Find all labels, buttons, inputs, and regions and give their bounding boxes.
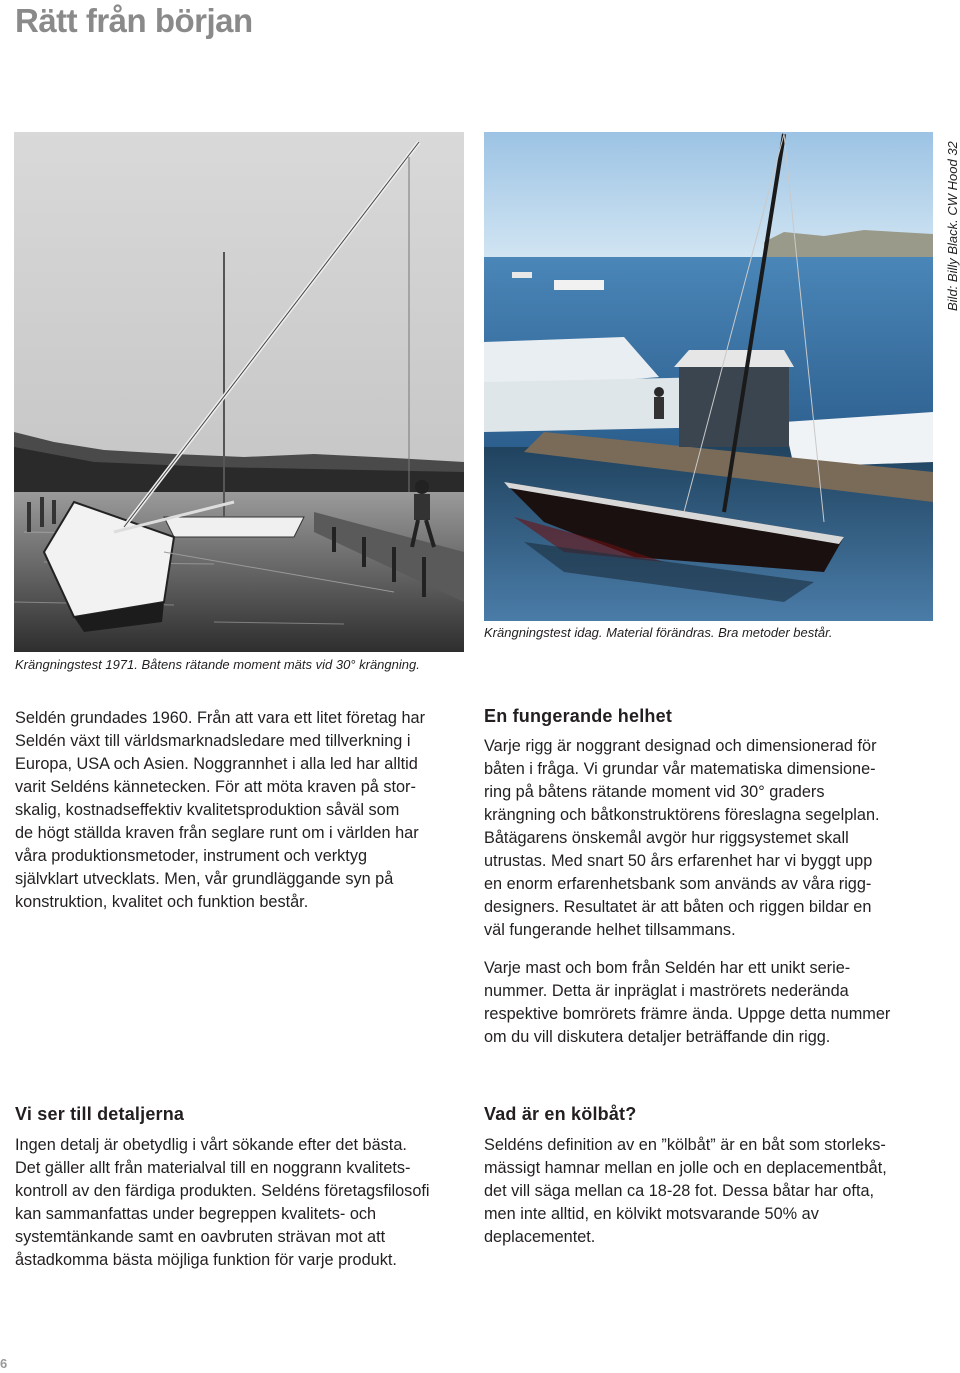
helhet-line: krängning och båtkonstruktörens föreslagna segelplan. bbox=[484, 806, 880, 824]
helhet-line: ring på båtens rätande moment vid 30° graders bbox=[484, 783, 825, 801]
intro-line: våra produktionsmetoder, instrument och verktyg bbox=[15, 847, 368, 865]
photo-caption-left: Krängningstest 1971. Båtens rätande moment mäts vid 30° krängning. bbox=[15, 657, 420, 672]
intro-line: de högt ställda kraven från seglare runt om i världen har bbox=[15, 824, 419, 842]
section-heading-kolbat: Vad är en kölbåt? bbox=[484, 1104, 637, 1124]
helhet-line: båten i fråga. Vi grundar vår matematiska dimensione- bbox=[484, 760, 876, 778]
kolbat-line: Seldéns definition av en ”kölbåt” är en båt som storleks- bbox=[484, 1136, 886, 1154]
helhet-line: respektive bomrörets främre ända. Uppge detta nummer bbox=[484, 1005, 891, 1023]
kolbat-line: men inte alltid, en kölvikt motsvarande 50% av bbox=[484, 1205, 819, 1223]
intro-line: skalig, kostnadseffektiv kvalitetsproduktion såväl som bbox=[15, 801, 400, 819]
section-heading-helhet: En fungerande helhet bbox=[484, 706, 673, 726]
page-title: Rätt från början bbox=[15, 2, 253, 39]
photo-heeling-test-1971 bbox=[14, 132, 464, 652]
intro-paragraph bbox=[15, 707, 465, 914]
detaljer-line: åstadkomma bästa möjliga funktion för varje produkt. bbox=[15, 1251, 397, 1269]
helhet-paragraph-2 bbox=[484, 957, 944, 1049]
detaljer-line: systemtänkande samt en oavbruten strävan mot att bbox=[15, 1228, 386, 1246]
detaljer-line: kan sammanfattas under begreppen kvalitets- och bbox=[15, 1205, 377, 1223]
helhet-paragraph-1 bbox=[484, 735, 934, 942]
kolbat-line: det vill säga mellan ca 18-28 fot. Dessa båtar har ofta, bbox=[484, 1182, 875, 1200]
section-heading-detaljer: Vi ser till detaljerna bbox=[15, 1104, 185, 1124]
helhet-line: utrustas. Med snart 50 års erfarenhet har vi byggt upp bbox=[484, 852, 873, 870]
helhet-line: Båtägarens önskemål avgör hur riggsystemet skall bbox=[484, 829, 849, 847]
detaljer-line: Det gäller allt från materialval till en noggrann kvalitets- bbox=[15, 1159, 411, 1177]
kolbat-paragraph bbox=[484, 1134, 939, 1249]
photo-caption-right: Krängningstest idag. Material förändras. Bra metoder består. bbox=[484, 625, 833, 640]
intro-line: självklart utvecklats. Men, vår grundläggande syn på bbox=[15, 870, 394, 888]
helhet-line: designers. Resultatet är att båten och riggen bildar en bbox=[484, 898, 872, 916]
intro-line: varit Seldéns kännetecken. För att möta kraven på stor- bbox=[15, 778, 416, 796]
intro-line: Seldén grundades 1960. Från att vara ett litet företag har bbox=[15, 709, 426, 727]
helhet-line: väl fungerande helhet tillsammans. bbox=[484, 921, 736, 939]
detaljer-line: Ingen detalj är obetydlig i vårt sökande efter det bästa. bbox=[15, 1136, 407, 1154]
photo-credit-right: Bild: Billy Black. CW Hood 32 bbox=[945, 141, 960, 311]
page-number: 6 bbox=[0, 1356, 8, 1371]
helhet-line: om du vill diskutera detaljer beträffande din rigg. bbox=[484, 1028, 831, 1046]
helhet-line: Varje mast och bom från Seldén har ett unikt serie- bbox=[484, 959, 851, 977]
helhet-line: Varje rigg är noggrant designad och dimensionerad för bbox=[484, 737, 877, 755]
photo-heeling-test-today bbox=[484, 132, 933, 621]
intro-line: Seldén växt till världsmarknadsledare med tillverkning i bbox=[15, 732, 411, 750]
intro-line: konstruktion, kvalitet och funktion består. bbox=[15, 893, 309, 911]
kolbat-line: deplacementet. bbox=[484, 1228, 596, 1246]
helhet-line: en enorm erfarenhetsbank som används av våra rigg- bbox=[484, 875, 872, 893]
kolbat-line: mässigt hamnar mellan en jolle och en deplacementbåt, bbox=[484, 1159, 887, 1177]
intro-line: Europa, USA och Asien. Noggrannhet i alla led har alltid bbox=[15, 755, 418, 773]
detaljer-paragraph bbox=[15, 1134, 470, 1272]
detaljer-line: kontroll av den färdiga produkten. Seldéns företagsfilosofi bbox=[15, 1182, 430, 1200]
helhet-line: nummer. Detta är inpräglat i maströrets nederända bbox=[484, 982, 849, 1000]
